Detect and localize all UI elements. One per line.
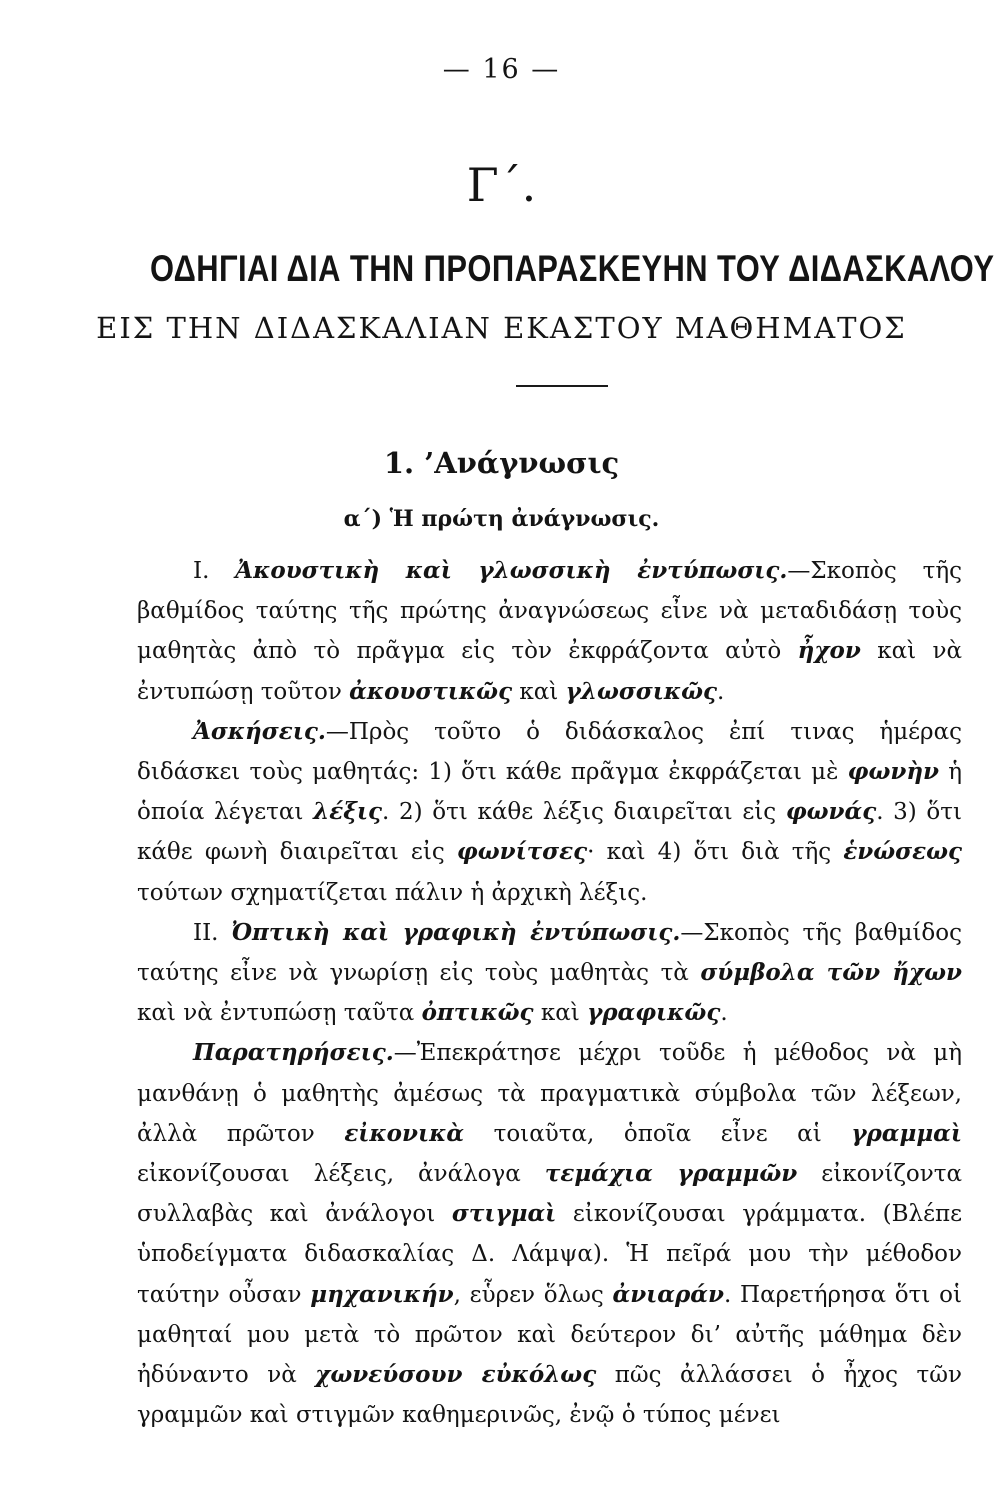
- paragraph-text: . 3) ὅτι κάθε φωνὴ διαιρεῖται εἰς: [137, 799, 963, 866]
- section-heading: 1. ’Ανάγνωσις: [383, 446, 620, 480]
- paragraph-text: .: [717, 678, 725, 705]
- paragraph-numeral: ΙΙ.: [193, 919, 219, 946]
- paragraph-text: —Σκοπὸς τῆς βαθμίδος ταύτης τῆς πρώτης ἀναγνώσεως εἶνε νὰ μεταδιδάσῃ τοὺς μαθητὰς ἀπὸ τὸ πρᾶγμα εἰς τὸν ἐκφράζοντα αὐτὸ: [137, 558, 963, 665]
- paragraph-heading-term: Ὀπτικὴ καὶ γραφικὴ ἐντύπωσις.: [231, 918, 681, 946]
- emphasized-term: χωνεύσουν εὐκόλως: [315, 1361, 597, 1389]
- paragraph-text: εἰκονίζουσαι λέξεις, ἀνάλογα: [137, 1161, 521, 1188]
- emphasized-term: εἰκονικὰ: [344, 1119, 465, 1147]
- paragraph-text: —Σκοπὸς τῆς βαθμίδος ταύτης εἶνε νὰ γνωρίσῃ εἰς τοὺς μαθητὰς τὰ: [137, 919, 962, 987]
- paragraph-text: εἰκονίζοντα συλλαβὰς καὶ ἀνάλογοι: [137, 1161, 963, 1228]
- emphasized-term: ἦχον: [797, 637, 861, 665]
- paragraph-text: , εὗρεν ὅλως: [453, 1281, 604, 1308]
- emphasized-term: ἀκουστικῶς: [349, 677, 513, 705]
- emphasized-term: ἀνιαράν: [612, 1280, 724, 1308]
- paragraph-text: . Παρετήρησα ὅτι οἱ μαθηταί μου μετὰ τὸ πρῶτον καὶ δεύτερον δι’ αὐτῆς μάθημα δὲν ἠδύναντο νὰ: [137, 1281, 962, 1389]
- title-divider: [516, 385, 608, 387]
- emphasized-term: φωνίτσες: [456, 838, 588, 866]
- emphasized-term: σύμβολα τῶν ἤχων: [700, 959, 962, 987]
- emphasized-term: τεμάχια γραμμῶν: [544, 1160, 798, 1188]
- paragraph-text: καὶ: [540, 1000, 580, 1027]
- emphasized-term: φωνὴν: [847, 758, 940, 786]
- page-title: ΟΔΗΓΙΑΙ ΔΙΑ ΤΗΝ ΠΡΟΠΑΡΑΣΚΕΥΗΝ ΤΟΥ ΔΙΔΑΣΚΑΛΟΥ: [150, 248, 995, 289]
- paragraph-acoustic-impression: [137, 551, 962, 712]
- paragraph-heading-term: Ἀκουστικὴ καὶ γλωσσικὴ ἐντύπωσις.: [235, 557, 788, 584]
- paragraph-text: καὶ: [519, 678, 559, 705]
- paragraph-text: τούτων σχηματίζεται πάλιν ἡ ἀρχικὴ λέξις.: [137, 879, 648, 906]
- paragraph-heading-term: Παρατηρήσεις.: [193, 1039, 394, 1067]
- paragraph-text: —Ἐπεκράτησε μέχρι τοῦδε ἡ μέθοδος νὰ μὴ μανθάνῃ ὁ μαθητὴς ἀμέσως τὰ πραγματικὰ σύμβολα τῶν λέξεων, ἀλλὰ πρῶτον: [137, 1040, 962, 1147]
- emphasized-term: γλωσσικῶς: [565, 677, 718, 705]
- emphasized-term: μηχανικήν: [310, 1280, 454, 1308]
- emphasized-term: γραφικῶς: [587, 999, 721, 1027]
- paragraph-text: καὶ νὰ ἐντυπώσῃ ταῦτα: [137, 1000, 415, 1027]
- paragraph-text: —Πρὸς τοῦτο ὁ διδάσκαλος ἐπί τινας ἡμέρας διδάσκει τοὺς μαθητάς: 1) ὅτι κάθε πρᾶγμα ἐκφράζεται μὲ: [137, 718, 962, 786]
- paragraph-observations: [137, 1033, 962, 1435]
- paragraph-visual-impression: [137, 913, 962, 1034]
- emphasized-term: ἑνώσεως: [843, 838, 963, 866]
- section-letter: Γ΄.: [466, 158, 537, 212]
- paragraph-heading-term: Ἀσκήσεις.: [193, 717, 326, 745]
- paragraph-text: πῶς ἀλλάσσει ὁ ἦχος τῶν γραμμῶν καὶ στιγμῶν καθημερινῶς, ἐνῷ ὁ τύπος μένει: [137, 1362, 962, 1429]
- paragraph-text: . 2) ὅτι κάθε λέξις διαιρεῖται εἰς: [382, 799, 777, 826]
- paragraph-exercises: [137, 712, 962, 913]
- emphasized-term: στιγμαὶ: [451, 1200, 557, 1228]
- body-text: [137, 551, 962, 1435]
- page-number: — 16 —: [442, 54, 561, 85]
- paragraph-text: καὶ νὰ ἐντυπώσῃ τοῦτον: [137, 638, 963, 705]
- paragraph-text: τοιαῦτα, ὁποῖα εἶνε αἱ: [493, 1120, 822, 1147]
- paragraph-text: εἰκονίζουσαι γράμματα. (Βλέπε ὑποδείγματα διδασκαλίας Δ. Λάμψα). Ἡ πεῖρά μου τὴν μέθοδον ταύτην οὖσαν: [137, 1201, 963, 1308]
- page-subtitle: ΕΙΣ ΤΗΝ ΔΙΔΑΣΚΑΛΙΑΝ ΕΚΑΣΤΟΥ ΜΑΘΗΜΑΤΟΣ: [96, 311, 907, 345]
- emphasized-term: ὀπτικῶς: [421, 999, 534, 1027]
- emphasized-term: λέξις: [313, 798, 382, 826]
- paragraph-text: · καὶ 4) ὅτι διὰ τῆς: [587, 839, 832, 866]
- emphasized-term: φωνάς: [785, 798, 877, 826]
- paragraph-text: ἡ ὁποία λέγεται: [137, 759, 963, 826]
- subsection-heading: α΄) Ἡ πρώτη ἀνάγνωσις.: [343, 506, 660, 532]
- paragraph-numeral: Ι.: [193, 558, 210, 584]
- paragraph-text: .: [720, 1000, 728, 1027]
- emphasized-term: γραμμαὶ: [851, 1119, 962, 1147]
